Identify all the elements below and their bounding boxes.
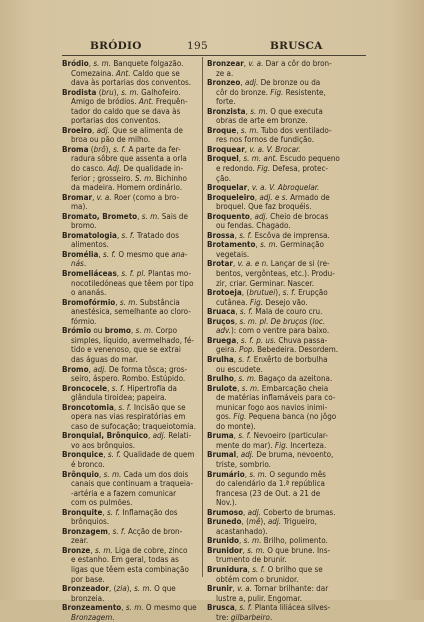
entry-continuation-line: ou fendas. Chagado.: [216, 221, 291, 231]
entry-line: Broquento, adj. Cheio de brocas: [207, 211, 329, 221]
entry-continuation-line: Nov.).: [216, 498, 237, 508]
entry-line: Brulha, s. f. Enxêrto de borbulha: [207, 354, 328, 364]
entry-continuation-line: obras de arte em bronze.: [216, 116, 308, 126]
entry-line: Brunir, v. a. Tornar brilhante: dar: [207, 584, 329, 594]
entry-continuation-line: tador do caldo que se dava às: [71, 106, 181, 116]
entry-continuation-line: tre: gilbarbeiro.: [216, 612, 273, 622]
entry-line: Bronzear, v. a. Dar a côr do bron-: [207, 59, 332, 68]
entry-line: Bruaca, s. f. Mala de couro cru.: [207, 307, 323, 317]
entry-continuation-line: trumento de brunir.: [216, 555, 287, 565]
entry-continuation-line: zear.: [71, 536, 89, 546]
entry-line: Bronquice, s. f. Qualidade de quem: [62, 450, 195, 460]
entry-line: Bromo, adj. De forma tôsca; gros-: [62, 364, 188, 374]
entry-continuation-line: o ananás.: [71, 288, 107, 298]
entry-continuation-line: simples, líquido, avermelhado, fé-: [71, 335, 194, 345]
entry-continuation-line: dava às portarias dos conventos.: [71, 78, 192, 88]
entry-continuation-line: bronzeia.: [71, 593, 105, 603]
entry-line: Bromélia, s. f. O mesmo que ana-: [62, 249, 188, 259]
entry-continuation-line: broquel. Que faz broquéis.: [216, 202, 312, 212]
entry-line: Brumário, s. m. O segundo mês: [207, 469, 326, 479]
entry-continuation-line: nocotiledóneas que têem por tipo: [71, 278, 194, 288]
entry-continuation-line: obtém com o brunidor.: [216, 574, 299, 584]
entry-continuation-line: broa ou pão de milho.: [71, 135, 151, 145]
entry-continuation-line: de matérias inflamáveis para co-: [216, 393, 336, 403]
entry-continuation-line: canais que continuam a traqueia-: [71, 479, 193, 489]
entry-line: Brumoso, adj. Coberto de brumas.: [207, 507, 336, 517]
entry-continuation-line: alimentos.: [71, 240, 109, 250]
entry-continuation-line: tido e venenoso, que se extrai: [71, 345, 181, 355]
entry-line: Brotoeja, (brutuei), s. f. Erupção: [207, 288, 328, 298]
entry-line: Bronzeamento, s. m. O mesmo que: [62, 603, 197, 613]
entry-continuation-line: é bronco.: [71, 459, 105, 469]
entry-continuation-line: do monte).: [216, 421, 256, 431]
entry-line: Brotar, v. a. e n. Lançar de si (re-: [207, 259, 330, 269]
entry-continuation-line: -artéria e a fazem comunicar: [71, 488, 177, 498]
entry-continuation-line: brônquios.: [71, 517, 110, 527]
entry-continuation-line: res nos fornos de fundição.: [216, 135, 314, 145]
entry-continuation-line: da madeira. Homem ordinário.: [71, 183, 183, 193]
entry-line: Bronquial, Brônquico, adj. Relati-: [62, 431, 192, 441]
entry-continuation-line: com os pulmões.: [71, 498, 133, 508]
right-column: [207, 59, 360, 622]
entry-continuation-line: portarias dos conventos.: [71, 116, 161, 126]
entry-line: Bruços, s. m. pl. De bruços (loc.: [207, 316, 326, 326]
entry-line: Bronze, s. m. Liga de cobre, zinco: [62, 545, 188, 555]
entry-continuation-line: vegetais.: [216, 249, 250, 259]
entry-line: Brulho, s. m. Bagaço da azeitona.: [207, 374, 333, 384]
entry-continuation-line: geira. Pop. Bebedeira. Desordem.: [216, 345, 339, 355]
entry-line: Bronquite, s. f. Inflamação dos: [62, 507, 178, 517]
entry-line: Brumal, adj. De bruma, nevoento,: [207, 450, 334, 460]
entry-line: Brônquio, s. m. Cada um dos dois: [62, 469, 189, 479]
entry-continuation-line: glândula tiroidea; papeira.: [71, 393, 167, 403]
entry-continuation-line: e estanho. Em geral, todas as: [71, 555, 179, 565]
entry-continuation-line: nás.: [71, 259, 87, 269]
entry-continuation-line: por base.: [71, 574, 105, 584]
entry-line: Bronzagem, s. f. Acção de bron-: [62, 526, 183, 536]
right-running-headword: BRUSCA: [270, 40, 323, 52]
entry-line: Brunidor, s. m. O que brune. Ins-: [207, 545, 331, 555]
entry-line: Bruma, s. f. Nevoeiro (particular-: [207, 431, 329, 441]
left-running-headword: BRÓDIO: [90, 40, 142, 52]
page-number: 195: [187, 40, 208, 52]
entry-line: Bronzeo, adj. De bronze ou da: [207, 78, 321, 88]
entry-continuation-line: Comezaina. Ant. Caldo que se: [71, 68, 180, 78]
entry-line: Broqueleiro, adj. e s. Armado de: [207, 192, 330, 202]
entry-continuation-line: cutânea. Fig. Desejo vão.: [216, 297, 308, 307]
entry-line: Bromatologia, s. f. Tratado dos: [62, 230, 179, 240]
entry-line: Brunido, s. m. Brilho, polimento.: [207, 536, 328, 546]
entry-continuation-line: e redondo. Fig. Defesa, protec-: [216, 164, 329, 174]
entry-continuation-line: mente do mar). Fig. Incerteza.: [216, 440, 327, 450]
entry-line: Bródio, s. m. Banquete folgazão.: [62, 59, 184, 68]
entry-continuation-line: zir, criar. Germinar. Nascer.: [216, 278, 315, 288]
entry-continuation-line: municar fogo aos navios inimi-: [216, 402, 328, 412]
entry-continuation-line: ma).: [71, 202, 88, 212]
entry-continuation-line: bromo.: [71, 221, 97, 231]
entry-continuation-line: bentos, vergônteas, etc.). Produ-: [216, 269, 335, 279]
entry-continuation-line: caso de sufocação; traqueiotomia.: [71, 421, 196, 431]
entry-continuation-line: vo aos brônquios.: [71, 440, 136, 450]
entry-continuation-line: das águas do mar.: [71, 354, 138, 364]
entry-continuation-line: ze a.: [216, 68, 234, 78]
entry-continuation-line: opera nas vias respiratórias em: [71, 412, 186, 422]
page-header: [0, 40, 424, 54]
entry-continuation-line: gos. Fig. Pequena banca (no jôgo: [216, 412, 337, 422]
entry-line: Bromato, Brometo, s. m. Sais de: [62, 211, 188, 221]
entry-line: Brulote, s. m. Embarcação cheia: [207, 383, 329, 393]
entry-line: Broque, s. m. Tubo dos ventilado-: [207, 125, 332, 135]
entry-continuation-line: francesa (23 de Out. a 21 de: [216, 488, 321, 498]
entry-line: Broncotomia, s. f. Incisão que se: [62, 402, 186, 412]
entry-line: Broquear, v. a. V. Brocar.: [207, 144, 301, 154]
entry-line: Brusca, s. f. Planta liliácea silves-: [207, 603, 331, 613]
entry-line: Broeiro, adj. Que se alimenta de: [62, 125, 183, 135]
left-column: [62, 59, 196, 622]
entry-line: Bromofórmio, s. m. Substância: [62, 297, 180, 307]
entry-line: Broquel, s. m. ant. Escudo pequeno: [207, 154, 340, 164]
entry-line: Broquelar, v. a. V. Abroquelar.: [207, 183, 320, 193]
entry-line: Bronzista, s. m. O que executa: [207, 106, 323, 116]
entry-continuation-line: do calendário da 1.ª república: [216, 479, 325, 489]
entry-line: Broma (brô), s. f. A parte da fer-: [62, 144, 181, 154]
entry-line: Brunidura, s. f. O brilho que se: [207, 564, 323, 574]
entry-continuation-line: ou escudete.: [216, 364, 263, 374]
entry-continuation-line: seiro, áspero. Rombo. Estúpido.: [71, 374, 186, 384]
entry-continuation-line: lustre a, pulir. Engomar.: [216, 593, 303, 603]
entry-line: Brómio ou bromo, s. m. Corpo: [62, 326, 178, 336]
entry-continuation-line: anestésica, semelhante ao cloro-: [71, 307, 191, 317]
column-divider: [202, 57, 203, 577]
entry-continuation-line: côr do bronze. Fig. Resistente,: [216, 87, 326, 97]
entry-continuation-line: forte.: [216, 97, 236, 107]
entry-line: Brodista (bru), s. m. Galhofeiro.: [62, 87, 181, 97]
entry-line: Brunedo, (mê), adj. Trigueiro,: [207, 517, 317, 527]
entry-continuation-line: radura sôbre que assenta a orla: [71, 154, 187, 164]
entry-line: Brossa, s. f. Escôva de imprensa.: [207, 230, 330, 240]
entry-continuation-line: acastanhado).: [216, 526, 268, 536]
entry-continuation-line: Amigo de bródios. Ant. Frequên-: [71, 97, 188, 107]
entry-line: Bronzeador, (zia), s. m. O que: [62, 584, 176, 594]
entry-continuation-line: triste, sombrio.: [216, 459, 271, 469]
entry-line: Brotamento, s. m. Germinação: [207, 240, 324, 250]
entry-continuation-line: adv.): com o ventre para baixo.: [216, 326, 330, 336]
entry-line: Bromar, v. a. Roer (como a bro-: [62, 192, 180, 202]
header-rule: [62, 55, 366, 56]
entry-continuation-line: fórmio.: [71, 316, 97, 326]
entry-line: Bruega, s. f. p. us. Chuva passa-: [207, 335, 328, 345]
entry-continuation-line: ferior ; grosseiro. S. m. Bichinho: [71, 173, 187, 183]
entry-continuation-line: ligas que têem esta combinação: [71, 564, 189, 574]
entry-line: Broncocele, s. f. Hipertrofia da: [62, 383, 177, 393]
entry-continuation-line: ção.: [216, 173, 232, 183]
entry-line: Bromeliáceas, s. f. pl. Plantas mo-: [62, 269, 191, 279]
entry-continuation-line: do casco. Adj. De qualidade in-: [71, 164, 184, 174]
entry-continuation-line: Bronzagem.: [71, 612, 115, 622]
